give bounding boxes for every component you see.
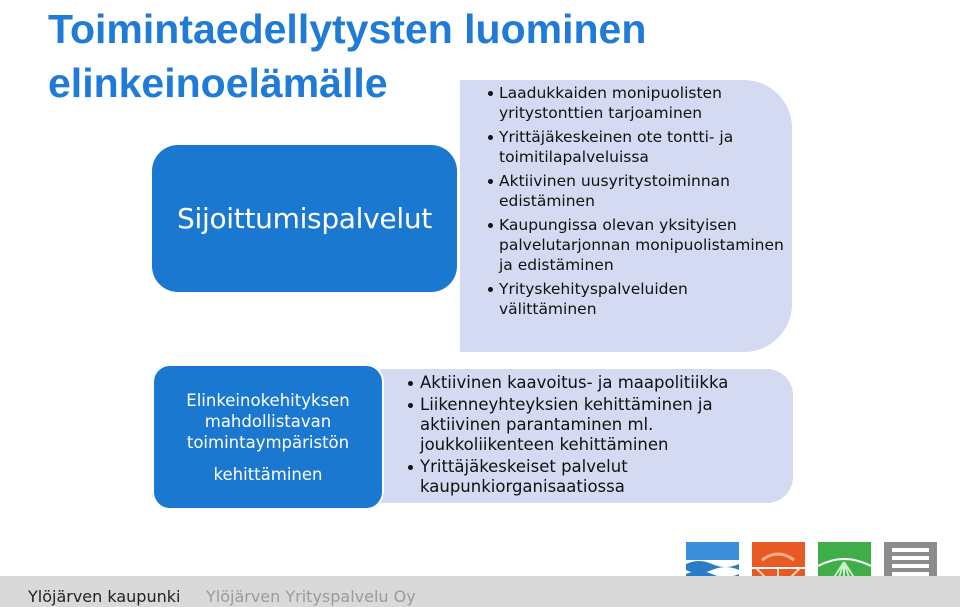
list-item: Yrittäjäkeskeiset palvelut kaupunkiorganisaatiossa [406,457,791,497]
list-item: Yrittäjäkeskeinen ote tontti- ja toimitilapalveluissa [486,127,786,167]
section-label-line: kehittäminen [213,464,323,484]
list-item: Yrityskehityspalveluiden välittäminen [486,279,786,319]
section-box-sijoittumispalvelut [152,145,457,292]
section-label-line: Elinkeinokehityksen [186,390,350,410]
list-item: Aktiivinen kaavoitus- ja maapolitiikka [406,373,791,393]
list-item: Laadukkaiden monipuolisten yritystonttien tarjoaminen [486,83,786,123]
footer-bar [0,576,960,607]
list-item: Liikenneyhteyksien kehittäminen ja aktiivinen parantaminen ml. joukkoliikenteen kehittäminen [406,395,791,455]
service-list-2 [406,373,791,499]
service-list-1 [486,83,786,323]
footer-city: Ylöjärven kaupunki [28,587,181,606]
list-item: Kaupungissa olevan yksityisen palvelutarjonnan monipuolistaminen ja edistäminen [486,215,786,275]
section-box-elinkeinokehitys [152,364,384,510]
page-title-line-1: Toimintaedellytysten luominen [48,6,647,52]
section-label-line: toimintaympäristön [186,432,350,452]
page-title-line-2: elinkeinoelämälle [48,60,388,106]
section-label-line: mahdollistavan [204,411,332,431]
section-label: Sijoittumispalvelut [177,202,432,235]
list-item: Aktiivinen uusyritystoiminnan edistäminen [486,171,786,211]
footer-company: Ylöjärven Yrityspalvelu Oy [206,587,416,606]
